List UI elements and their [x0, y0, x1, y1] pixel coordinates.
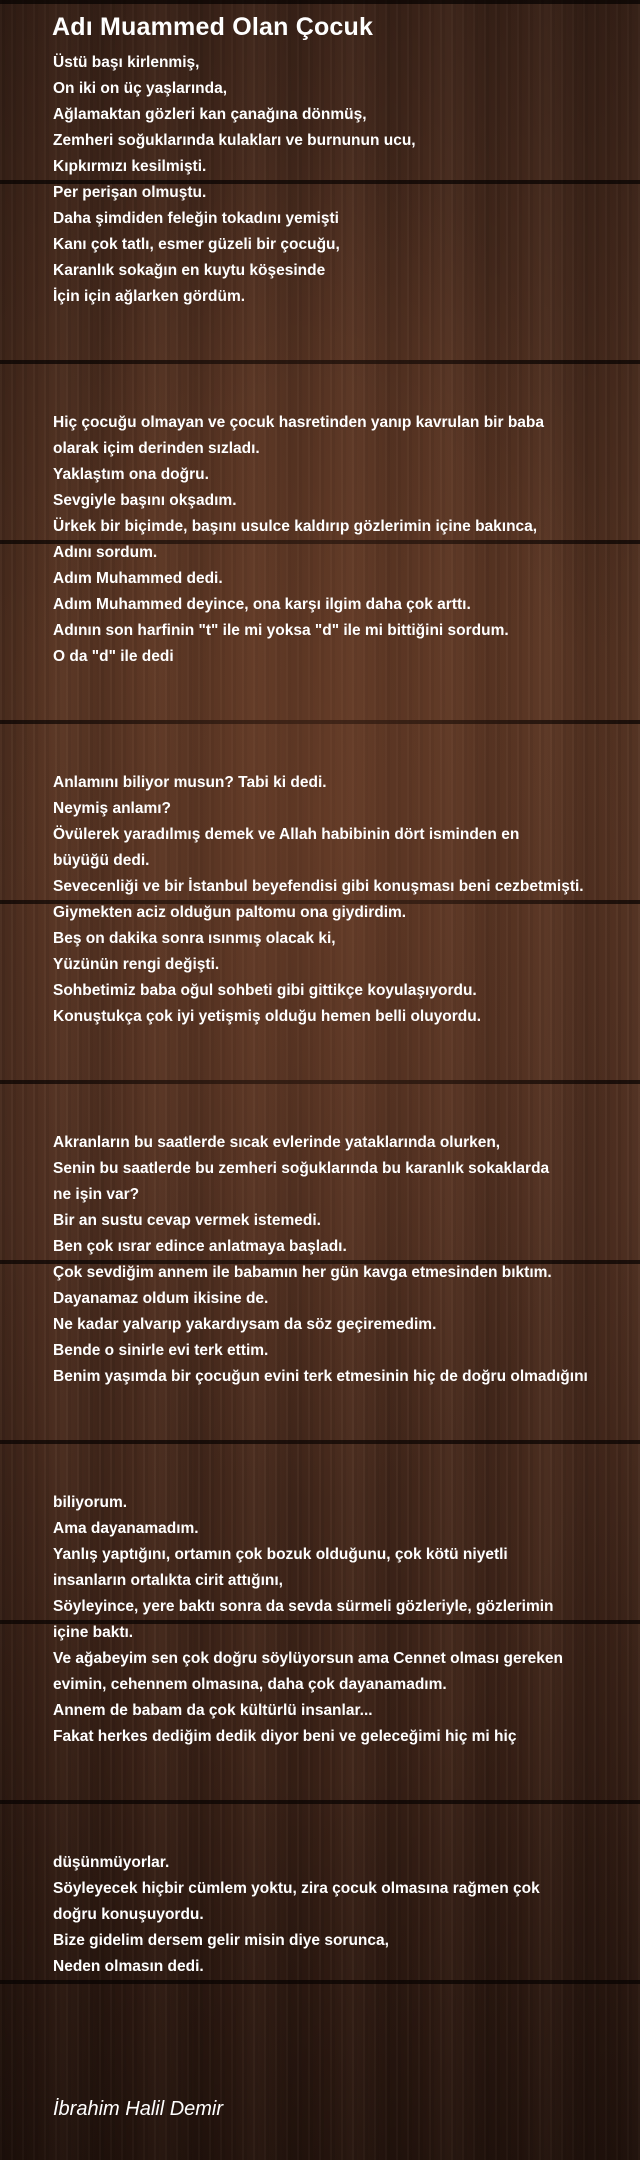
poem-line: Konuştukça çok iyi yetişmiş olduğu hemen belli oluyordu. [53, 1008, 482, 1025]
poem-line: Övülerek yaradılmış demek ve Allah habibinin dört isminden en [53, 826, 520, 843]
poem-line: Benim yaşımda bir çocuğun evini terk etmesinin hiç de doğru olmadığını [53, 1368, 588, 1385]
poem-line: Söyleyince, yere baktı sonra da sevda sürmeli gözleriyle, gözlerimin [53, 1598, 554, 1615]
poem-line: Annem de babam da çok kültürlü insanlar... [53, 1702, 373, 1719]
poem-line: Anlamını biliyor musun? Tabi ki dedi. [53, 774, 327, 791]
poem-line: Neden olmasın dedi. [53, 1958, 204, 1975]
poem-line: Kıpkırmızı kesilmişti. [53, 158, 207, 175]
poem-line: Per perişan olmuştu. [53, 184, 207, 201]
poem-line: ne işin var? [53, 1186, 140, 1203]
stanza-5 [53, 1490, 613, 1750]
poem-line: Karanlık sokağın en kuytu köşesinde [53, 262, 326, 279]
poem-line: doğru konuşuyordu. [53, 1906, 204, 1923]
poem-line: Yaklaştım ona doğru. [53, 466, 209, 483]
poem-line: Çok sevdiğim annem ile babamın her gün kavga etmesinden bıktım. [53, 1264, 552, 1281]
poem-line: düşünmüyorlar. [53, 1854, 170, 1871]
poem-line: insanların ortalıkta cirit attığını, [53, 1572, 283, 1589]
poem-line: Ve ağabeyim sen çok doğru söylüyorsun ama Cennet olması gereken [53, 1650, 563, 1667]
poem-line: Bir an sustu cevap vermek istemedi. [53, 1212, 321, 1229]
poem-line: içine baktı. [53, 1624, 134, 1641]
poem-line: Yanlış yaptığını, ortamın çok bozuk olduğunu, çok kötü niyetli [53, 1546, 508, 1563]
poem-line: Adının son harfinin "t" ile mi yoksa "d" ile mi bittiğini sordum. [53, 622, 509, 639]
poem-line: büyüğü dedi. [53, 852, 150, 869]
poem-line: Akranların bu saatlerde sıcak evlerinde yataklarında olurken, [53, 1134, 501, 1151]
author-name: İbrahim Halil Demir [53, 2098, 224, 2120]
poem-line: Ağlamaktan gözleri kan çanağına dönmüş, [53, 106, 367, 123]
poem-line: Bende o sinirle evi terk ettim. [53, 1342, 269, 1359]
poem-line: Bize gidelim dersem gelir misin diye sorunca, [53, 1932, 389, 1949]
poem-line: Senin bu saatlerde bu zemheri soğuklarında bu karanlık sokaklarda [53, 1160, 550, 1177]
stanza-4 [53, 1130, 613, 1390]
poem-line: Söyleyecek hiçbir cümlem yoktu, zira çocuk olmasına rağmen çok [53, 1880, 540, 1897]
stanza-2 [53, 410, 613, 670]
poem-line: Fakat herkes dediğim dedik diyor beni ve geleceğimi hiç mi hiç [53, 1728, 517, 1745]
poem-line: Ne kadar yalvarıp yakardıysam da söz geçiremedim. [53, 1316, 437, 1333]
stanza-6 [53, 1850, 613, 1980]
poem-line: O da "d" ile dedi [53, 648, 174, 665]
poem-line: Adım Muhammed dedi. [53, 570, 223, 587]
poem-line: biliyorum. [53, 1494, 128, 1511]
poem-line: Zemheri soğuklarında kulakları ve burnunun ucu, [53, 132, 416, 149]
stanza-1 [53, 50, 613, 310]
poem-line: Yüzünün rengi değişti. [53, 956, 220, 973]
poem-line: Daha şimdiden feleğin tokadını yemişti [53, 210, 339, 227]
poem-line: Neymiş anlamı? [53, 800, 172, 817]
poem-line: Adını sordum. [53, 544, 158, 561]
poem-line: Giymekten aciz olduğun paltomu ona giydirdim. [53, 904, 407, 921]
poem-line: Sevecenliği ve bir İstanbul beyefendisi gibi konuşması beni cezbetmişti. [53, 878, 584, 895]
poem-line: olarak içim derinden sızladı. [53, 440, 260, 457]
poem-line: evimin, cehennem olmasına, daha çok dayanamadım. [53, 1676, 447, 1693]
poem-line: Ürkek bir biçimde, başını usulce kaldırıp gözlerimin içine bakınca, [53, 518, 538, 535]
poem-line: On iki on üç yaşlarında, [53, 80, 227, 97]
poem-line: Sohbetimiz baba oğul sohbeti gibi gittikçe koyulaşıyordu. [53, 982, 477, 999]
poem-title: Adı Muammed Olan Çocuk [52, 13, 374, 41]
poem-line: Ama dayanamadım. [53, 1520, 199, 1537]
poem-line: Ben çok ısrar edince anlatmaya başladı. [53, 1238, 347, 1255]
poem-line: Beş on dakika sonra ısınmış olacak ki, [53, 930, 336, 947]
poem-line: İçin için ağlarken gördüm. [53, 288, 246, 305]
poem-line: Hiç çocuğu olmayan ve çocuk hasretinden yanıp kavrulan bir baba [53, 414, 544, 431]
poem-line: Adım Muhammed deyince, ona karşı ilgim daha çok arttı. [53, 596, 471, 613]
poem-line: Sevgiyle başını okşadım. [53, 492, 237, 509]
poem-line: Dayanamaz oldum ikisine de. [53, 1290, 269, 1307]
stanza-3 [53, 770, 613, 1030]
poem-line: Üstü başı kirlenmiş, [53, 54, 200, 71]
poem-line: Kanı çok tatlı, esmer güzeli bir çocuğu, [53, 236, 340, 253]
